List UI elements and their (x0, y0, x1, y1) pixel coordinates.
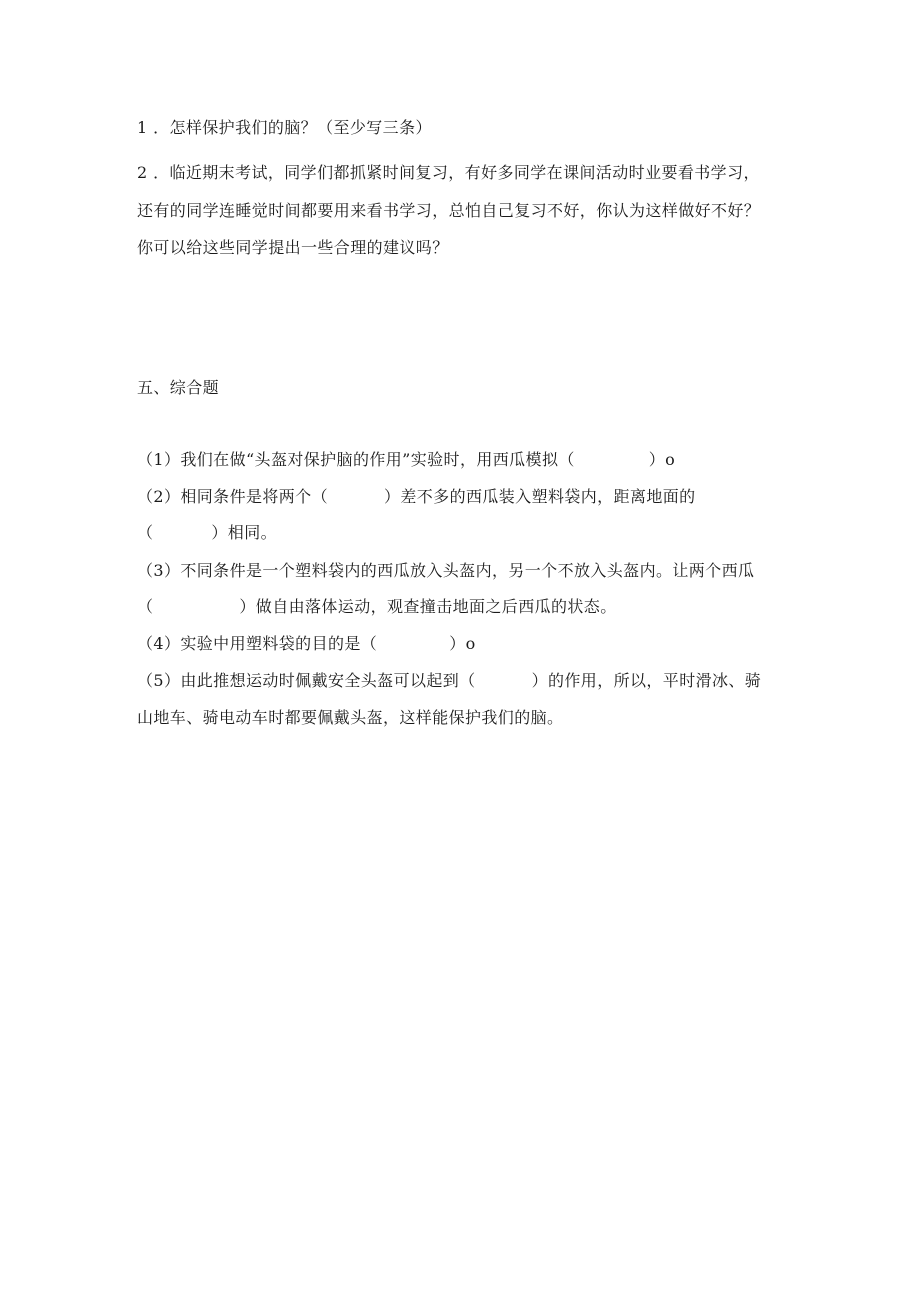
part-5-line-2: 山地车、骑电动车时都要佩戴头盔，这样能保护我们的脑。 (137, 708, 564, 727)
part-3-line-2-before: （ (137, 597, 154, 616)
part-4-text-before: （4）实验中用塑料袋的目的是（ (137, 634, 378, 653)
part-2-line-2 (137, 522, 277, 544)
part-1-text-before: （1）我们在做“头盔对保护脑的作用”实验时，用西瓜模拟（ (137, 450, 575, 469)
question-2-line-2: 还有的同学连睡觉时间都要用来看书学习，总怕自己复习不好，你认为这样做好不好？ (137, 201, 761, 220)
part-2-text-after: ）差不多的西瓜装入塑料袋内，距离地面的 (383, 487, 696, 506)
question-2-line-1: 2 ．临近期末考试，同学们都抓紧时间复习，有好多同学在课间活动时业要看书学习， (137, 163, 760, 182)
part-1 (137, 449, 675, 471)
part-3-line-1: （3）不同条件是一个塑料袋内的西瓜放入头盔内，另一个不放入头盔内。让两个西瓜 (137, 561, 755, 580)
part-1-text-after: ）o (648, 450, 676, 469)
part-2-line-2-before: （ (137, 523, 154, 542)
part-2-line-2-after: ）相同。 (211, 523, 278, 542)
part-4-text-after: ）o (449, 634, 476, 653)
part-2-line-1 (137, 486, 696, 508)
part-5-text-after: ）的作用，所以，平时滑冰、骑 (531, 671, 762, 690)
question-2-line-3: 你可以给这些同学提出一些合理的建议吗？ (137, 238, 449, 257)
part-3-line-2-after: ）做自由落体运动，观查撞击地面之后西瓜的状态。 (239, 597, 617, 616)
question-1: 1 ．怎样保护我们的脑？（至少写三条） (137, 118, 432, 137)
part-3-line-2 (137, 596, 617, 618)
part-2-text-before: （2）相同条件是将两个（ (137, 487, 328, 506)
part-5-line-1 (137, 670, 761, 692)
section-5-heading: 五、综合题 (137, 378, 220, 397)
part-5-text-before: （5）由此推想运动时佩戴安全头盔可以起到（ (137, 671, 476, 690)
part-4 (137, 633, 476, 655)
